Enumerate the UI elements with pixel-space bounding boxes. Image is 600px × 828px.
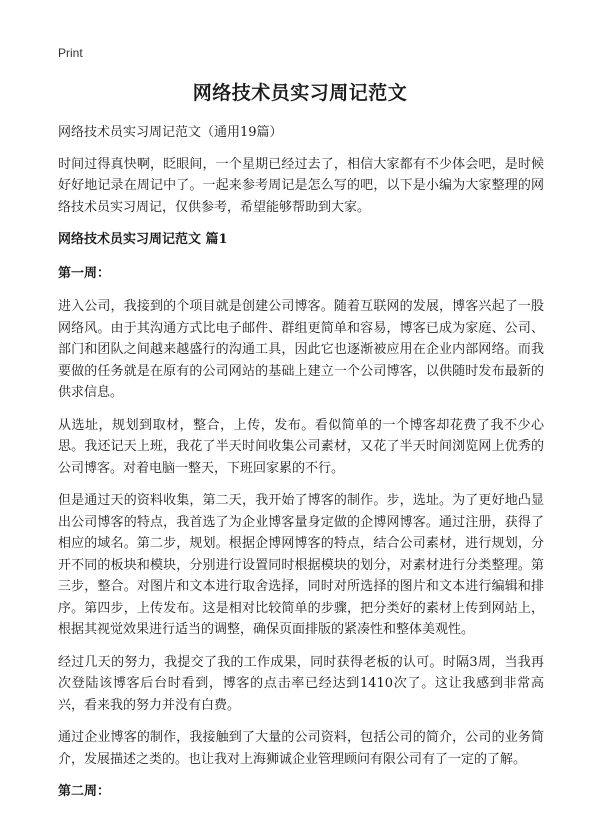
document-body <box>58 122 544 815</box>
page-title: 网络技术员实习周记范文 <box>192 82 408 104</box>
print-label: Print <box>58 46 83 60</box>
body-paragraph-3: 但是通过天的资料收集，第二天，我开始了博客的制作。步，选址。为了更好地凸显出公司博客的特点，我首选了为企业博客量身定做的企博网博客。通过注册，获得了相应的域名。第二步，规划。根据企博网博客的特点，结合公司素材，进行规划，分开不同的板块和模块，分别进行设置同时根据模块的划分，对素材进行分类整理。第三步，整合。对图片和文本进行取舍选择，同时对所选择的图片和文本进行编辑和排序。第四步，上传发布。这是相对比较简单的步骤，把分类好的素材上传到网站上，根据其视觉效果进行适当的调整，确保页面排版的紧凑性和整体美观性。 <box>58 493 544 637</box>
week-1-heading: 第一周： <box>58 265 111 281</box>
body-paragraph-2: 从选址，规划到取材，整合，上传，发布。看似简单的一个博客却花费了我不少心思。我还记天上班，我花了半天时间收集公司素材，又花了半天时间浏览网上优秀的公司博客。对着电脑一整天，下班回家累的不行。 <box>58 417 544 476</box>
intro-paragraph: 时间过得真快啊，眨眼间，一个星期已经过去了，相信大家都有不少体会吧，是时候好好地记录在周记中了。一起来参考周记是怎么写的吧，以下是小编为大家整理的网络技术员实习周记，仅供参考，希望能够帮助到大家。 <box>58 156 544 215</box>
body-paragraph-1: 进入公司，我接到的个项目就是创建公司博客。随着互联网的发展，博客兴起了一股网络风。由于其沟通方式比电子邮件、群组更简单和容易，博客已成为家庭、公司、部门和团队之间越来越盛行的沟通工具，因此它也逐渐被应用在企业内部网络。而我要做的任务就是在原有的公司网站的基础上建立一个公司博客，以供随时发布最新的供求信息。 <box>58 299 544 400</box>
section-title: 网络技术员实习周记范文 篇1 <box>58 232 228 247</box>
document-subtitle: 网络技术员实习周记范文（通用19篇） <box>58 125 283 140</box>
week-2-heading: 第二周： <box>58 784 111 799</box>
body-paragraph-4: 经过几天的努力，我提交了我的工作成果，同时获得老板的认可。时隔3周，当我再次登陆该博客后台时看到，博客的点击率已经达到1410次了。这让我感到非常高兴，看来我的努力并没有白费。 <box>58 654 544 713</box>
body-paragraph-5: 通过企业博客的制作，我接触到了大量的公司资料，包括公司的简介，公司的业务简介，发展描述之类的。也让我对上海狮诚企业管理顾问有限公司有了一定的了解。 <box>58 730 544 767</box>
